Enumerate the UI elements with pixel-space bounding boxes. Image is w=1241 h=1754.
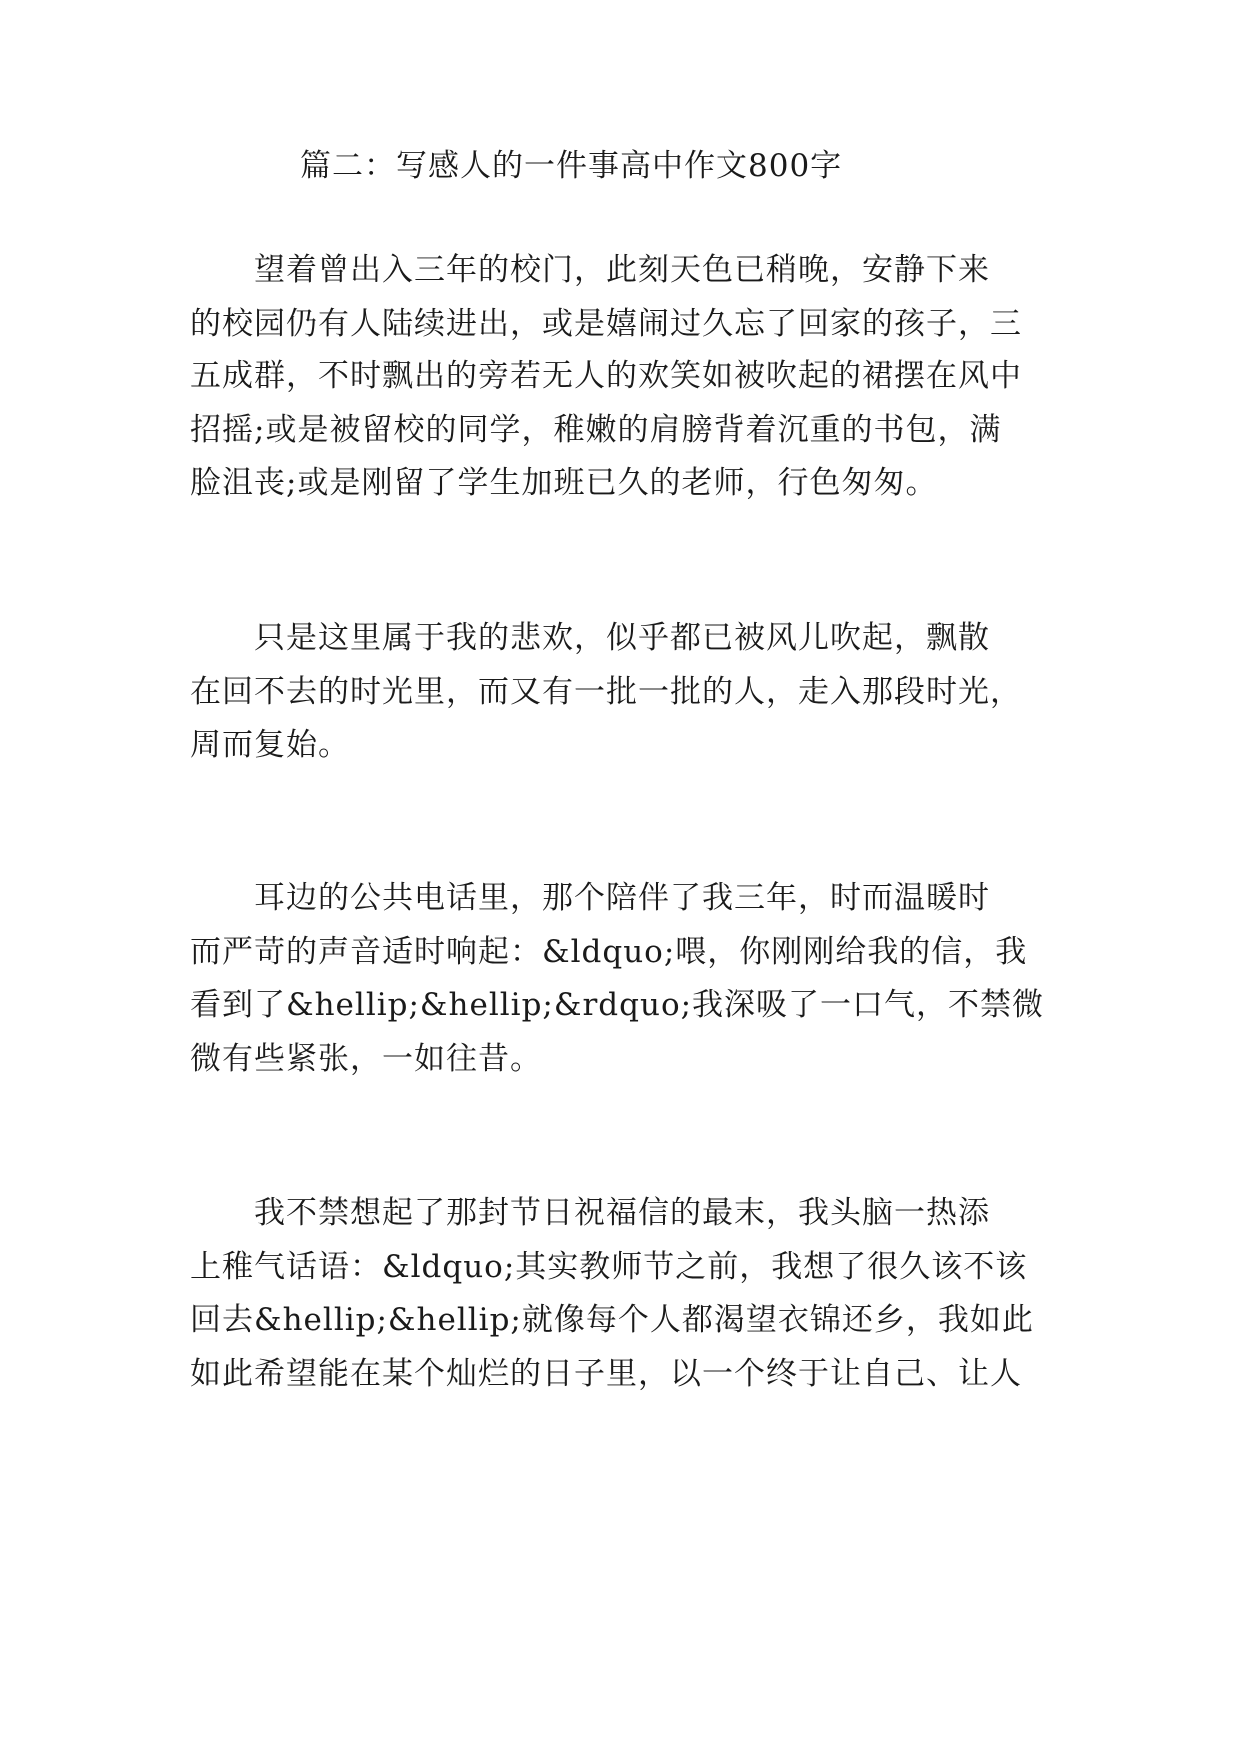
paragraph-3-line-4: 微有些紧张，一如往昔。 — [190, 1041, 542, 1077]
paragraph-2-line-3: 周而复始。 — [190, 727, 350, 763]
paragraph-4-line-3: 回去&hellip;&hellip;就像每个人都渴望衣锦还乡，我如此 — [190, 1302, 1034, 1338]
paragraph-3-line-1: 耳边的公共电话里，那个陪伴了我三年，时而温暖时 — [190, 880, 990, 916]
paragraph-1-line-3: 五成群，不时飘出的旁若无人的欢笑如被吹起的裙摆在风中 — [190, 358, 1022, 394]
paragraph-4-line-2: 上稚气话语：&ldquo;其实教师节之前，我想了很久该不该 — [190, 1249, 1028, 1285]
paragraph-2-line-2: 在回不去的时光里，而又有一批一批的人，走入那段时光， — [190, 674, 1022, 710]
paragraph-3-line-3: 看到了&hellip;&hellip;&rdquo;我深吸了一口气，不禁微 — [190, 987, 1045, 1023]
paragraph-1-line-5: 脸沮丧;或是刚留了学生加班已久的老师，行色匆匆。 — [190, 465, 938, 501]
paragraph-1-line-2: 的校园仍有人陆续进出，或是嬉闹过久忘了回家的孩子，三 — [190, 306, 1022, 342]
paragraph-4-line-1: 我不禁想起了那封节日祝福信的最末，我头脑一热添 — [190, 1195, 990, 1231]
paragraph-4-line-4: 如此希望能在某个灿烂的日子里，以一个终于让自己、让人 — [190, 1356, 1022, 1392]
paragraph-2-line-1: 只是这里属于我的悲欢，似乎都已被风儿吹起，飘散 — [190, 620, 990, 656]
document-title: 篇二：写感人的一件事高中作文800字 — [300, 148, 843, 184]
paragraph-1-line-1: 望着曾出入三年的校门，此刻天色已稍晚，安静下来 — [190, 252, 990, 288]
paragraph-3-line-2: 而严苛的声音适时响起：&ldquo;喂，你刚刚给我的信，我 — [190, 934, 1028, 970]
paragraph-1-line-4: 招摇;或是被留校的同学，稚嫩的肩膀背着沉重的书包，满 — [190, 412, 1002, 448]
